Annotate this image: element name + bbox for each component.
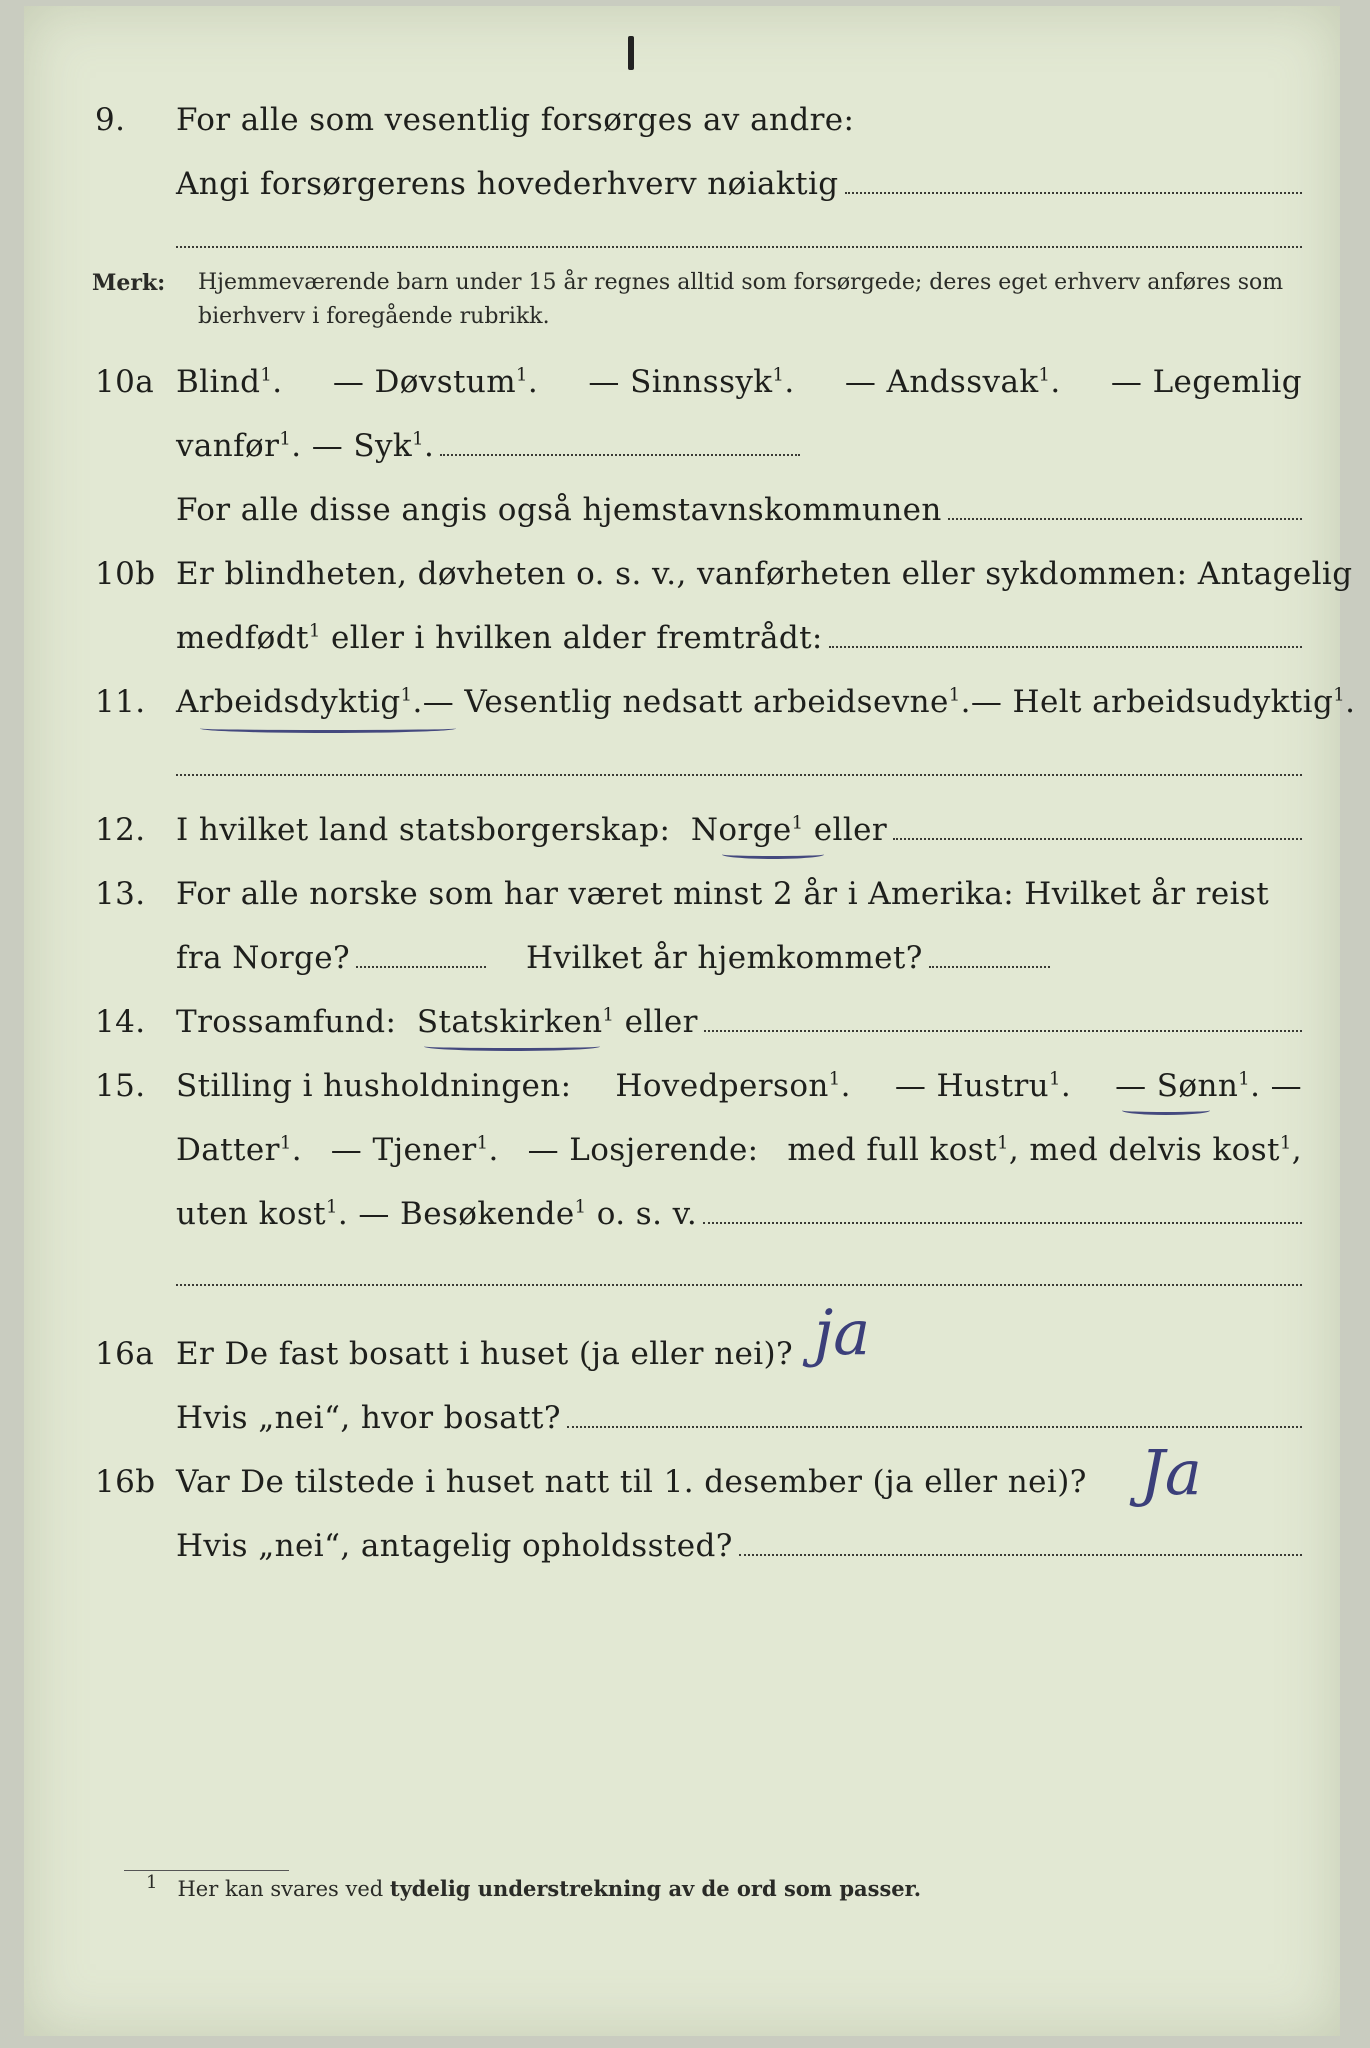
osv-label: o. s. v. [596,1196,698,1232]
opt-full-kost[interactable]: med full kost [787,1132,997,1168]
alder-label: eller i hvilken alder fremtrådt: [330,620,823,656]
opt-hustru[interactable]: — Hustru [894,1068,1050,1104]
opt-norge[interactable]: Norge$^1$ [690,812,804,848]
opt-arbeidsdyktig[interactable]: Arbeidsdyktig [176,684,401,720]
footnote-rule [124,1870,289,1871]
opt-medfodt[interactable]: medfødt$^1$ [176,620,321,656]
q10a-number: 10a [95,364,155,400]
opt-sinnssyk[interactable]: — Sinnssyk [588,364,773,400]
q16b-opholdssted-label: Hvis „nei“, antagelig opholdssted? [176,1528,733,1564]
opt-statskirken[interactable]: Statskirken$^1$ [416,1004,615,1040]
q15-number: 15. [95,1068,146,1104]
q14-line [24,986,1340,1046]
hjemstavn-label: For alle disse angis også hjemstavnskommunen [176,492,942,528]
opt-tjener[interactable]: — Tjener [330,1132,477,1168]
q9-instruction: Angi forsørgerens hovederhverv nøiaktig [176,166,839,202]
q16a-answer-field[interactable] [567,1424,1302,1428]
q11-number: 11. [95,684,146,720]
hjemkommet-label: Hvilket år hjemkommet? [526,940,923,976]
q16a-number: 16a [95,1336,155,1372]
handwritten-underline-arbeidsdyktig [200,724,456,733]
q16b-line2 [24,1510,1340,1570]
q10b-line1 [24,538,1353,598]
q14-number: 14. [95,1004,146,1040]
q12-line [24,794,1340,854]
footnote-text: Her kan svares ved [177,1877,384,1901]
opt-blind[interactable]: Blind [176,364,261,400]
punch-mark [628,36,634,70]
census-form-page [24,6,1356,2036]
q10b-text: Er blindheten, døvheten o. s. v., vanførheten eller sykdommen: Antagelig [176,556,1353,592]
q14-text: Trossamfund: [176,1004,397,1040]
opt-dovstum[interactable]: — Døvstum [332,364,517,400]
note-text: Hjemmeværende barn under 15 år regnes alltid som forsørgede; deres eget erhverv anføres som bierhverv i foregående rubrikk. [198,270,1284,329]
q12-number: 12. [95,812,146,848]
q14-answer-field[interactable] [704,1028,1302,1032]
q16b-number: 16b [95,1464,156,1500]
opt-vanfor[interactable]: vanfør$^1$. [176,428,302,464]
syk-answer-field[interactable] [440,452,800,456]
q16b-text: Var De tilstede i huset natt til 1. desember (ja eller nei)? [176,1464,1087,1500]
opt-legemlig[interactable]: — Legemlig [1110,364,1302,400]
q13-number: 13. [95,876,146,912]
footnote-mark: 1 [146,1872,158,1893]
q15-line2: Datter$^1$. — Tjener$^1$. — Losjerende: med full kost$^1$, med delvis kost$^1$, [176,1132,1302,1168]
q11-line1: 11. Arbeidsdyktig$^1$. — Vesentlig nedsatt arbeidsevne$^1$. — Helt arbeidsudyktig$^1$. [95,684,1356,720]
q16b-answer-field[interactable] [739,1552,1302,1556]
footnote [146,1872,922,1901]
alder-answer-field[interactable] [829,644,1302,648]
q12-eller: eller [813,812,888,848]
q16a-text: Er De fast bosatt i huset (ja eller nei)? [176,1336,794,1372]
opt-datter[interactable]: Datter [176,1132,280,1168]
q9-extra-answer-line[interactable] [176,246,1302,248]
reist-answer-field[interactable] [356,964,486,968]
opt-uten-kost[interactable]: uten kost$^1$. [176,1196,349,1232]
q10b-line2 [24,602,1340,662]
q10b-number: 10b [95,556,156,592]
q12-answer-field[interactable] [893,836,1302,840]
q15-line1: 15. Stilling i husholdningen: Hovedperson$^1$. — Hustru$^1$. — Sønn$^1$. — [95,1068,1302,1104]
q9-text: For alle som vesentlig forsørges av andre: [176,102,855,138]
opt-udyktig[interactable]: — Helt arbeidsudyktig [970,684,1334,720]
q16a-handwritten-answer: ja [814,1296,871,1369]
opt-syk[interactable]: — Syk$^1$. [311,428,435,464]
q13-text: For alle norske som har været minst 2 år i Amerika: Hvilket år reist [176,876,1270,912]
q9-answer-field[interactable] [845,190,1302,194]
q16b-handwritten-answer: Ja [1140,1436,1202,1509]
q13-line2 [24,922,1340,982]
opt-sonn[interactable]: — Sønn [1115,1068,1239,1104]
note-label: Merk: [92,270,166,296]
opt-andssvak[interactable]: — Andssvak [844,364,1039,400]
opt-nedsatt[interactable]: — Vesentlig nedsatt arbeidsevne [422,684,949,720]
q10a-line1: 10a Blind$^1$. — Døvstum$^1$. — Sinnssyk$^1$. — Andssvak$^1$. — Legemlig [95,364,1302,400]
q15-extra-answer-line[interactable] [176,1284,1302,1286]
q16a-line2 [24,1382,1340,1442]
q9-line2 [24,148,1340,208]
reist-label: fra Norge? [176,940,351,976]
opt-delvis-kost[interactable]: , med delvis kost [1008,1132,1280,1168]
q10a-line2 [24,410,1340,470]
q15-line3 [24,1178,1340,1238]
opt-hovedperson[interactable]: Hovedperson [615,1068,829,1104]
opt-besokende[interactable]: — Besøkende$^1$ [358,1196,587,1232]
q11-answer-line[interactable] [176,774,1302,776]
losjerende-label: — Losjerende: [527,1132,759,1168]
q9-number: 9. [95,102,126,138]
q15-answer-field[interactable] [703,1220,1302,1224]
q12-text: I hvilket land statsborgerskap: [176,812,671,848]
q14-eller: eller [624,1004,698,1040]
q16a-bosatt-label: Hvis „nei“, hvor bosatt? [176,1400,561,1436]
q15-label: Stilling i husholdningen: [176,1068,572,1104]
hjemstavn-answer-field[interactable] [948,516,1302,520]
footnote-bold-text: tydelig understrekning av de ord som passer. [389,1876,922,1901]
q10a-line3 [24,474,1340,534]
q9-line1 [24,84,1340,144]
q13-line1 [24,858,1340,918]
q16a-line1 [24,1318,1340,1378]
hjemkommet-answer-field[interactable] [929,964,1050,968]
